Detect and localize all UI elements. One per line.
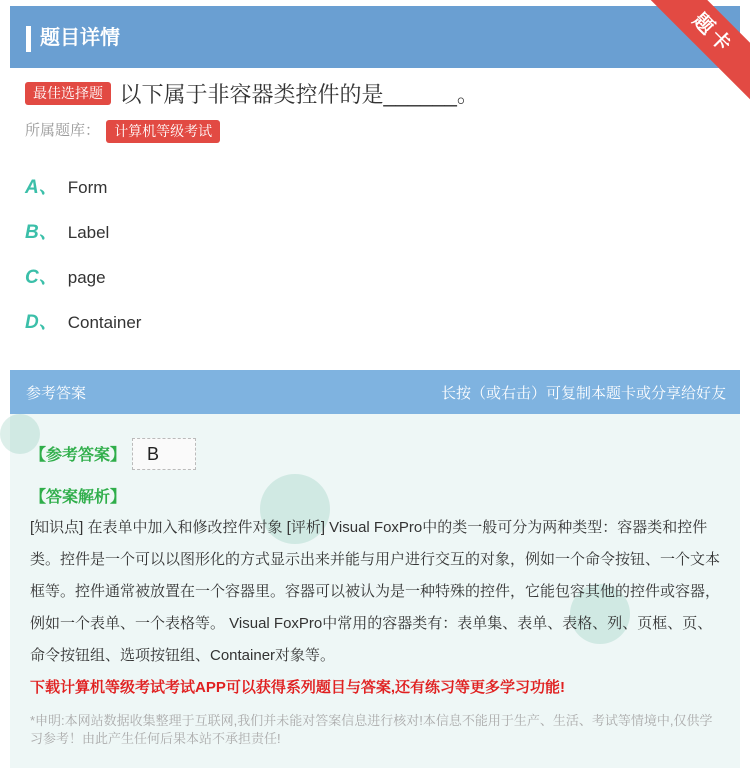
- option-a[interactable]: [25, 172, 141, 217]
- answer-value: B: [132, 438, 196, 470]
- answer-label: 【参考答案】: [30, 447, 127, 464]
- option-c[interactable]: [25, 262, 141, 307]
- answer-section-body: [10, 414, 740, 768]
- library-label: 所属题库：: [25, 122, 101, 139]
- option-list: [25, 172, 141, 352]
- library-badge[interactable]: 计算机等级考试: [106, 120, 220, 143]
- question-library: [25, 119, 220, 143]
- disclaimer-text: *申明:本网站数据收集整理于互联网,我们并未能对答案信息进行核对!本信息不能用于生产、生活、考试等情境中,仅供学习参考！由此产生任何后果本站不承担责任!: [30, 713, 713, 746]
- page-title: 题目详情: [40, 27, 120, 49]
- question-stem: [25, 78, 725, 109]
- app-download-promo[interactable]: 下载计算机等级考试考试APP可以获得系列题目与答案,还有练习等更多学习功能!: [30, 679, 566, 696]
- header-accent-bar: [26, 26, 31, 52]
- option-text: page: [67, 268, 106, 287]
- option-letter: B、: [25, 222, 58, 243]
- analysis-text: [知识点] 在表单中加入和修改控件对象 [评析] Visual FoxPro中的类一般可分为两种类型：容器类和控件类。控件是一个可以以图形化的方式显示出来并能与用户进行交互的对象，例如一个命令按钮、一个文本框等。控件通常被放置在一个容器里。容器可以被认为是一种特殊的控件，它能包容其他的控件或容器，例如一个表单、一个表格等。 Visual FoxPro中常用的容器类有：表单集、表单、表格、列、页框、页、命令按钮组、选项按钮组、Container对象等。: [30, 519, 721, 664]
- corner-ribbon: 题卡: [646, 0, 750, 101]
- option-d[interactable]: [25, 307, 141, 352]
- answer-section-title: 参考答案: [26, 385, 87, 402]
- option-text: Label: [67, 223, 110, 242]
- question-type-badge: 最佳选择题: [25, 82, 111, 105]
- header-bar: [10, 6, 740, 68]
- option-b[interactable]: [25, 217, 141, 262]
- question-text: 以下属于非容器类控件的是______。: [119, 82, 479, 107]
- share-hint: 长按（或右击）可复制本题卡或分享给好友: [440, 385, 726, 402]
- option-letter: D、: [25, 312, 58, 333]
- analysis-label: 【答案解析】: [30, 489, 127, 506]
- option-letter: A、: [25, 177, 58, 198]
- option-text: Form: [67, 178, 108, 197]
- option-letter: C、: [25, 267, 58, 288]
- option-text: Container: [67, 313, 142, 332]
- answer-section-header: [10, 370, 740, 414]
